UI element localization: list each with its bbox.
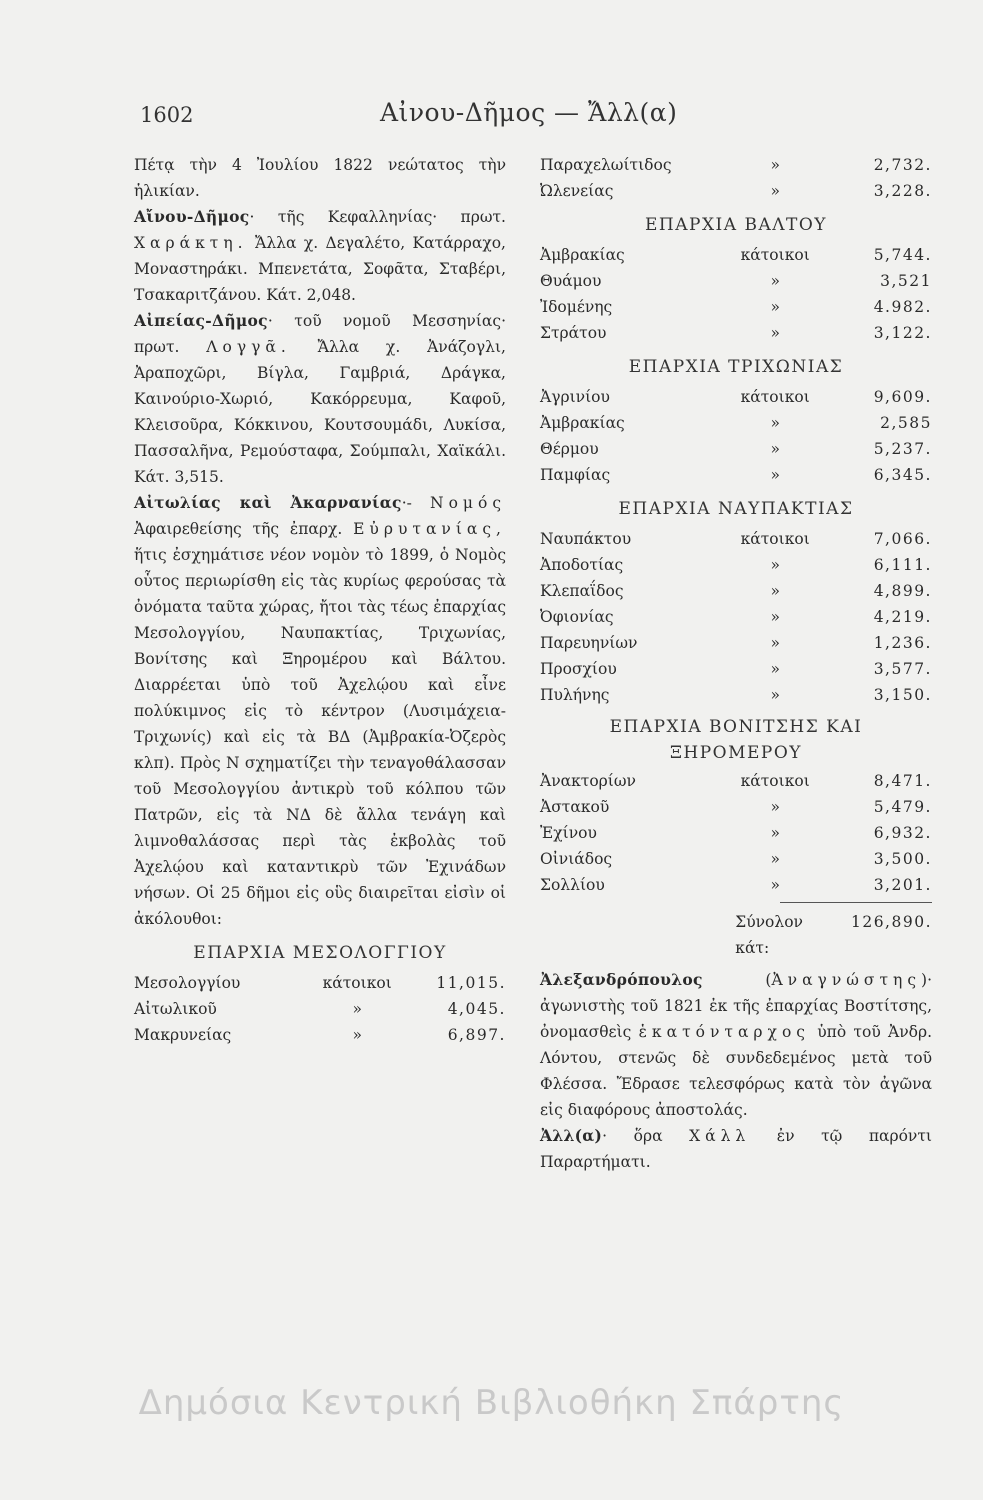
deme-row — [540, 436, 932, 462]
deme-row — [540, 846, 932, 872]
province-title-valtou: ΕΠΑΡΧΙΑ ΒΑΛΤΟΥ — [645, 215, 827, 235]
deme-row — [134, 996, 506, 1022]
intro-text: Πέτᾳ τὴν 4 Ἰουλίου 1822 νεώτατος τὴν ἡλικίαν. — [134, 156, 506, 200]
deme-name: Θυάμου — [540, 272, 602, 290]
deme-table-nafpaktias — [540, 526, 932, 708]
deme-residents-label: » — [770, 686, 780, 704]
deme-residents-label: κάτοικοι — [740, 772, 810, 790]
left-column — [134, 152, 506, 1048]
deme-name: Ἀστακοῦ — [540, 798, 610, 816]
entry-text: ὑπὸ τοῦ Ἀνδρ. Λόντου, στενῶς δὲ συνδεδεμένος μετὰ τοῦ Φλέσσα. Ἔδρασε τελεσφόρως κατὰ τὸν ἀγῶνα εἰς διαφόρους ἀποστολάς. — [540, 1023, 932, 1119]
deme-name: Αἰτωλικοῦ — [134, 1000, 217, 1018]
entry-text: Ἄλλα χ. Ἀνάζογλι, Ἀραποχῶρι, Βίγλα, Γαμβριά, Δράγκα, Καινούριο-Χωριό, Κακόρρευμα, Καφοῦ, Κλεισοῦρα, Κόκκινου, Κουτσουμάδι, Λυκίσα, Πασσαλῆνα, Ρεμούσταφα, Σούμπαλι, Χαϊκάλι. Κάτ. 3,515. — [134, 338, 506, 486]
deme-name: Παρευηνίων — [540, 634, 638, 652]
deme-name: Παραχελωίτιδος — [540, 156, 672, 174]
deme-name: Μεσολογγίου — [134, 974, 241, 992]
deme-name: Ναυπάκτου — [540, 530, 632, 548]
deme-population: 3,201. — [873, 876, 932, 894]
entry-spaced-text: ἑκατόνταρχος — [638, 1023, 810, 1041]
deme-name: Στράτου — [540, 324, 607, 342]
deme-residents-label: » — [770, 298, 780, 316]
entry-spaced-text: Νομός — [430, 494, 506, 512]
deme-row — [540, 604, 932, 630]
deme-name: Ἰδομένης — [540, 298, 613, 316]
deme-name: Ὀφιονίας — [540, 608, 614, 626]
entry-spaced-text: Χάλλ — [689, 1127, 751, 1145]
deme-row — [134, 1022, 506, 1048]
deme-population: 3,228. — [873, 182, 932, 200]
entry-spaced-text: Εὐρυτανίας, — [353, 520, 506, 538]
total-value: 126,890. — [850, 913, 932, 931]
deme-name: Ἐχίνου — [540, 824, 597, 842]
deme-residents-label: » — [770, 272, 780, 290]
deme-population: 3,577. — [873, 660, 932, 678]
province-title-trichonias: ΕΠΑΡΧΙΑ ΤΡΙΧΩΝΙΑΣ — [628, 357, 844, 377]
deme-population: 5,237. — [873, 440, 932, 458]
deme-population: 8,471. — [873, 772, 932, 790]
deme-residents-label: κάτοικοι — [740, 246, 810, 264]
deme-name: Κλεπαΐδος — [540, 582, 624, 600]
entry-text: )· ἀγωνιστὴς τοῦ 1821 ἐκ τῆς ἐπαρχίας Βοστίτσης, ὀνομασθεὶς — [540, 971, 932, 1041]
deme-population: 2,732. — [873, 156, 932, 174]
entry-head-alexandropoulos: Ἀλεξανδρόπουλος — [540, 970, 703, 989]
deme-residents-label: » — [770, 466, 780, 484]
deme-row — [540, 768, 932, 794]
deme-row — [540, 384, 932, 410]
deme-row — [540, 320, 932, 346]
deme-population: 11,015. — [436, 974, 506, 992]
deme-row — [540, 268, 932, 294]
deme-row — [540, 526, 932, 552]
deme-row — [540, 872, 932, 898]
entry-head-ainou: Αἴνου-Δῆμος — [134, 207, 250, 226]
deme-residents-label: κάτοικοι — [740, 388, 810, 406]
total-label: Σύνολον κάτ: — [735, 913, 803, 957]
entry-text: · τῆς Κεφαλληνίας· πρωτ. — [249, 208, 506, 226]
entry-aipeias — [134, 308, 506, 490]
entry-aitolias — [134, 490, 506, 932]
deme-population: 1,236. — [873, 634, 932, 652]
deme-table-mesolongiou — [134, 970, 506, 1048]
right-column — [540, 152, 932, 1175]
province-title-vonitsis — [540, 714, 932, 766]
deme-residents-label: » — [770, 850, 780, 868]
deme-row — [540, 152, 932, 178]
entry-ainou — [134, 204, 506, 308]
deme-name: Ἀγρινίου — [540, 388, 610, 406]
entry-head-aitolias: Αἰτωλίας καὶ Ἀκαρνανίας — [134, 493, 402, 512]
entry-text: · ὅρα — [602, 1127, 663, 1145]
entry-text: · τοῦ νομοῦ Μεσσηνίας· πρωτ. — [134, 312, 506, 356]
deme-population: 6,111. — [873, 556, 932, 574]
deme-population: 7,066. — [873, 530, 932, 548]
deme-population: 5,479. — [873, 798, 932, 816]
deme-residents-label: » — [770, 634, 780, 652]
deme-row — [540, 820, 932, 846]
deme-population: 4.982. — [873, 298, 932, 316]
province-title-nafpaktias: ΕΠΑΡΧΙΑ ΝΑΥΠΑΚΤΙΑΣ — [618, 499, 854, 519]
deme-residents-label: » — [770, 182, 780, 200]
deme-population: 3,500. — [873, 850, 932, 868]
deme-name: Προσχίου — [540, 660, 617, 678]
deme-row — [134, 970, 506, 996]
deme-population: 3,150. — [873, 686, 932, 704]
deme-residents-label: » — [352, 1000, 362, 1018]
deme-population: 4,899. — [873, 582, 932, 600]
library-watermark: Δημόσια Κεντρική Βιβλιοθήκη Σπάρτης — [138, 1383, 845, 1423]
deme-population: 9,609. — [873, 388, 932, 406]
deme-name: Οἰνιάδος — [540, 850, 613, 868]
deme-residents-label: » — [770, 156, 780, 174]
deme-name: Ἀμβρακίας — [540, 414, 625, 432]
deme-row — [540, 552, 932, 578]
deme-name: Ἀμβρακίας — [540, 246, 625, 264]
deme-name: Παμφίας — [540, 466, 611, 484]
province-title-line: ΕΠΑΡΧΙΑ ΒΟΝΙΤΣΗΣ ΚΑΙ — [609, 717, 863, 737]
province-title-mesolongiou: ΕΠΑΡΧΙΑ ΜΕΣΟΛΟΓΓΙΟΥ — [193, 943, 447, 963]
deme-row — [540, 578, 932, 604]
deme-name: Ἀποδοτίας — [540, 556, 624, 574]
entry-text: ( — [765, 971, 772, 989]
entry-alexandropoulos — [540, 967, 932, 1123]
deme-residents-label: κάτοικοι — [740, 530, 810, 548]
deme-population: 4,045. — [447, 1000, 506, 1018]
running-head: Αἰνου-Δῆμος — Ἄλλ(α) — [380, 98, 678, 127]
deme-residents-label: » — [770, 660, 780, 678]
deme-residents-label: » — [770, 798, 780, 816]
deme-residents-label: » — [770, 824, 780, 842]
deme-row — [540, 410, 932, 436]
deme-population: 5,744. — [873, 246, 932, 264]
deme-name: Ὠλενείας — [540, 182, 614, 200]
entry-text: ἐν τῷ παρόντι Παραρτήματι. — [540, 1127, 932, 1171]
deme-population: 3,521 — [880, 272, 932, 290]
deme-residents-label: » — [770, 556, 780, 574]
deme-row — [540, 294, 932, 320]
deme-table-continued — [540, 152, 932, 204]
deme-population: 6,345. — [873, 466, 932, 484]
deme-table-vonitsis — [540, 768, 932, 898]
deme-population: 6,932. — [873, 824, 932, 842]
deme-residents-label: » — [770, 876, 780, 894]
deme-row — [540, 178, 932, 204]
deme-row — [540, 462, 932, 488]
deme-name: Μακρυνείας — [134, 1026, 232, 1044]
page-number: 1602 — [140, 103, 194, 127]
deme-population: 4,219. — [873, 608, 932, 626]
deme-row — [540, 630, 932, 656]
entry-spaced-text: Ἀναγνώστης — [771, 971, 922, 989]
deme-residents-label: » — [770, 414, 780, 432]
deme-name: Θέρμου — [540, 440, 599, 458]
entry-head-alla: Ἀλλ(α) — [540, 1126, 603, 1145]
deme-residents-label: » — [770, 608, 780, 626]
deme-residents-label: » — [770, 324, 780, 342]
deme-residents-label: κάτοικοι — [322, 974, 392, 992]
entry-text: Ἀφαιρεθείσης τῆς ἐπαρχ. — [134, 520, 343, 538]
entry-alla — [540, 1123, 932, 1175]
entry-spaced-text: Λογγᾶ. — [206, 338, 291, 356]
deme-row — [540, 242, 932, 268]
entry-text: Ἄλλα χ. Δεγαλέτο, Κατάρραχο, Μοναστηράκι. Μπενετάτα, Σοφᾶτα, Σταβέρι, Τσακαριτζάνου. Κάτ. 2,048. — [134, 234, 506, 304]
deme-residents-label: » — [770, 440, 780, 458]
deme-row — [540, 682, 932, 708]
deme-residents-label: » — [770, 582, 780, 600]
deme-table-valtou — [540, 242, 932, 346]
entry-spaced-text: Χαράκτη. — [134, 234, 248, 252]
entry-text: ·- — [401, 494, 412, 512]
deme-name: Ἀνακτορίων — [540, 772, 636, 790]
deme-population: 2,585 — [880, 414, 932, 432]
entry-head-aipeias: Αἰπείας-Δῆμος — [134, 311, 268, 330]
deme-population: 3,122. — [873, 324, 932, 342]
deme-row — [540, 794, 932, 820]
deme-name: Πυλήνης — [540, 686, 610, 704]
deme-row — [540, 656, 932, 682]
entry-text: ἥτις ἐσχημάτισε νέον νομὸν τὸ 1899, ὁ Νομὸς οὗτος περιωρίσθη εἰς τὰς κυρίως φερούσας τὰ ὀνόματα ταῦτα χώρας, ἤτοι τὰς τέως ἐπαρχίας Μεσολογγίου, Ναυπακτίας, Τριχωνίας, Βονίτσης καὶ Ξηρομέρου καὶ Βάλτου. Διαρρέεται ὑπὸ τοῦ Ἀχελῴου καὶ εἶνε πολύκιμνος εἰς τὸ κέντρον (Λυσιμάχεια-Τριχωνίς) καὶ εἰς τὰ ΒΔ (Ἀμβρακία-Ὀζερὸς κλπ). Πρὸς Ν σχηματίζει τὴν τεναγοθάλασσαν τοῦ Μεσολογγίου ἀντικρὺ τοῦ κόλπου τῶν Πατρῶν, εἰς τὰ ΝΔ δὲ ἄλλα τενάγη καὶ λιμνοθαλάσσας περὶ τὰς ἐκβολὰς τοῦ Ἀχελῴου καὶ καταντικρὺ τῶν Ἐχινάδων νήσων. Οἱ 25 δῆμοι εἰς οὓς διαιρεῖται εἰσὶν οἱ ἀκόλουθοι: — [134, 546, 506, 928]
deme-name: Σολλίου — [540, 876, 605, 894]
deme-table-trichonias — [540, 384, 932, 488]
deme-residents-label: » — [352, 1026, 362, 1044]
province-title-line: ΞΗΡΟΜΕΡΟΥ — [669, 743, 803, 763]
total-row — [735, 902, 932, 961]
deme-population: 6,897. — [447, 1026, 506, 1044]
